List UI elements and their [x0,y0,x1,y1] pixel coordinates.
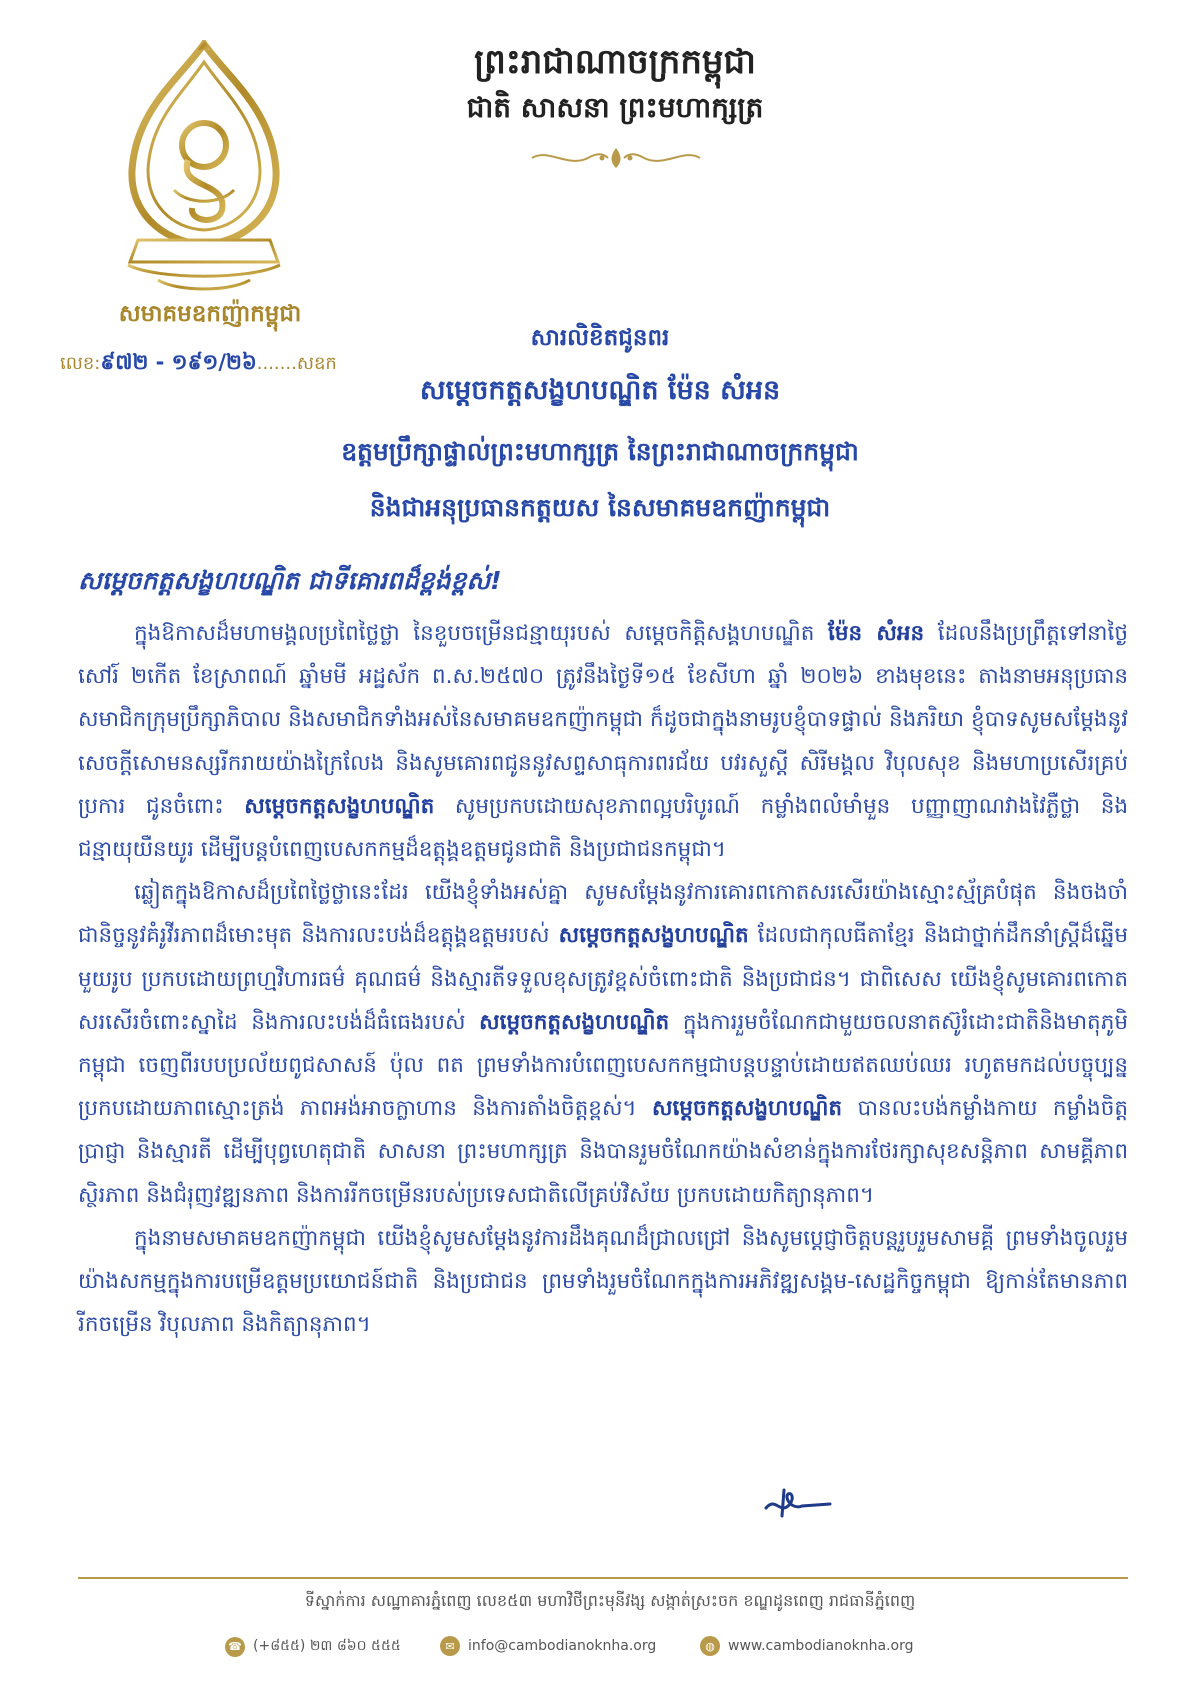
letter-title: សារលិខិតជូនពរ [530,325,670,351]
paragraph-text: ដែលជាកុលធីតាខ្មែរ និងជាថ្នាក់ដឹកនាំស្ត្រីដ៏ឆ្នើមមួយរូប ប្រកបដោយព្រហ្មវិហារធម៌ គុណធម៌ និងស្មារតីទទួលខុសត្រូវខ្ពស់ចំពោះជាតិ និងប្រជាជន។ ជាពិសេស យើងខ្ញុំសូមគោរពកោតសរសើរចំពោះស្នាដៃ និងការលះបង់ដ៏ធំធេងរបស់ [78,923,1128,1035]
paragraph-text: ក្នុងការរួមចំណែកជាមួយចលនាតស៊ូរំដោះជាតិនិងមាតុភូមិកម្ពុជា ចេញពីរបបប្រល័យពូជសាសន៍ ប៉ុល ពត ព្រមទាំងការបំពេញបេសកកម្មជាបន្តបន្ទាប់ដោយឥតឈប់ឈរ រហូតមកដល់បច្ចុប្បន្ន ប្រកបដោយភាពស្មោះត្រង់ ភាពអង់អាចក្លាហាន និងការតាំងចិត្តខ្ពស់។ [78,1009,1128,1122]
reference-prefix: លេខ: [60,353,101,374]
recipient-title-inline: សម្តេចកត្តសង្ខហបណ្ឌិត [479,1009,670,1035]
paragraph-1 [78,612,1128,871]
paragraph-text: ឆ្លៀតក្នុងឱកាសដ៏ប្រពៃថ្លៃថ្លានេះដែរ យើងខ្ញុំទាំងអស់គ្នា សូមសម្តែងនូវការគោរពកោតសរសើរយ៉ាងស្មោះស្ម័គ្របំផុត និងចងចាំជានិច្ចនូវគំរូវីរភាពដ៏មោះមុត និងការលះបង់ដ៏ឧត្តុង្គឧត្តមរបស់ [78,880,1128,949]
signature-mark [762,1486,832,1522]
kingdom-title: ព្រះរាជាណាចក្រកម្ពុជា [474,42,756,82]
paragraph-text: សូមប្រកបដោយសុខភាពល្អបរិបូរណ៍ កម្លាំងពលំមាំមួន បញ្ញាញាណវាងវៃភ្លឺថ្លា និងជន្មាយុយឺនយូរ ដើម្បីបន្តបំពេញបេសកកម្មដ៏ឧត្តុង្គឧត្តមជូនជាតិ និងប្រជាជនកម្ពុជា។ [78,793,1128,863]
email-address[interactable]: info@cambodianoknha.org [468,1638,657,1654]
footer-address: ទីស្នាក់ការ សណ្ឋាគារភ្នំពេញ លេខ៥៣ មហាវិថីព្រះមុនីវង្ស សង្កាត់ស្រះចក ខណ្ឌដូនពេញ រាជធានីភ្នំពេញ [304,1591,916,1610]
kingdom-motto: ជាតិ សាសនា ព្រះមហាក្សត្រ [466,91,764,124]
decorative-ornament-icon [528,146,704,170]
recipient-title-inline: សម្តេចកត្តសង្ខហបណ្ឌិត [652,1096,843,1122]
paragraph-text: ក្នុងឱកាសដ៏មហាមង្គលប្រពៃថ្លៃថ្លា នៃខួបចម្រើនជន្មាយុរបស់ សម្តេចកិត្តិសង្គហបណ្ឌិត [134,621,829,646]
paragraph-text: ដែលនឹងប្រព្រឹត្តទៅនាថ្ងៃសៅរ៍ ២កើត ខែស្រាពណ៍ ឆ្នាំមមី អដ្ឋស័ក ព.ស.២៥៧០ ត្រូវនឹងថ្ងៃទី១៥ ខែសីហា ឆ្នាំ ២០២៦ ខាងមុខនេះ តាងនាមអនុប្រធាន សមាជិកក្រុមប្រឹក្សាភិបាល និងសមាជិកទាំងអស់នៃសមាគមឧកញ៉ាកម្ពុជា ក៏ដូចជាក្នុងនាមរូបខ្ញុំបាទផ្ទាល់ និងភរិយា ខ្ញុំបាទសូមសម្តែងនូវសេចក្តីសោមនស្សរីករាយយ៉ាងក្រៃលែង និងសូមគោរពជូននូវសព្ទសាធុការពរជ័យ បវរសួស្តី សិរីមង្គល វិបុលសុខ និងមហាប្រសើរគ្រប់ប្រការ ជូនចំពោះ [78,621,1129,819]
contact-phone [225,1636,401,1657]
paragraph-text: ក្នុងនាមសមាគមឧកញ៉ាកម្ពុជា យើងខ្ញុំសូមសម្តែងនូវការដឹងគុណដ៏ជ្រាលជ្រៅ និងសូមប្តេជ្ញាចិត្តបន្តរួបរួមសាមគ្គី ព្រមទាំងចូលរួមយ៉ាងសកម្មក្នុងការបម្រើឧត្តមប្រយោជន៍ជាតិ និងប្រជាជន ព្រមទាំងរួមចំណែកក្នុងការអភិវឌ្ឍសង្គម-សេដ្ឋកិច្ចកម្ពុជា ឱ្យកាន់តែមានភាពរីកចម្រើន វិបុលភាព និងកិត្យានុភាព។ [78,1225,1128,1338]
paragraph-2 [78,871,1128,1217]
email-icon: ✉ [440,1636,460,1656]
recipient-title-inline: សម្តេចកត្តសង្ខហបណ្ឌិត [244,793,435,819]
globe-icon: ◍ [700,1636,720,1656]
kingdom-header [400,38,830,130]
reference-dots: ....... [256,353,297,374]
recipient-position-2: និងជាអនុប្រធានកត្តយស នៃសមាគមឧកញ៉ាកម្ពុជា [369,493,831,522]
association-name: សមាគមឧកញ៉ាកម្ពុជា [118,301,302,327]
recipient-name-inline: ម៉ែន សំអន [828,621,925,646]
recipient-name: សម្តេចកត្តសង្ខហបណ្ឌិត ម៉ែន សំអន [419,375,781,406]
association-emblem-icon [118,40,290,295]
letter-title-block [150,318,1050,536]
website-url[interactable]: www.cambodianoknha.org [728,1638,914,1654]
contact-email[interactable] [440,1636,656,1656]
paragraph-text: បានលះបង់កម្លាំងកាយ កម្លាំងចិត្ត ប្រាជ្ញា និងស្មារតី ដើម្បីបុព្វហេតុជាតិ សាសនា ព្រះមហាក្សត្រ និងបានរួមចំណែកយ៉ាងសំខាន់ក្នុងការថែរក្សាសុខសន្តិភាព សាមគ្គីភាព ស្ថិរភាព និងជំរុញវឌ្ឍនភាព និងការរីកចម្រើនរបស់ប្រទេសជាតិលើគ្រប់វិស័យ ប្រកបដោយកិត្យានុភាព។ [78,1096,1128,1208]
phone-number: (+៨៥៥) ២៣ ៨៦០ ៥៥៥ [253,1638,401,1654]
letter-body [78,612,1128,1346]
phone-icon: ☎ [225,1637,245,1657]
reference-value: ៩៧២ - ១៩១/២៦ [100,350,257,374]
recipient-position-1: ឧត្តមប្រឹក្សាផ្ទាល់ព្រះមហាក្សត្រ នៃព្រះរាជាណាចក្រកម្ពុជា [341,437,859,466]
recipient-title-inline: សម្តេចកត្តសង្ខហបណ្ឌិត [558,923,749,949]
footer-contacts [110,1636,1110,1666]
reference-suffix: សឧក [296,353,337,374]
contact-website[interactable] [700,1636,914,1656]
paragraph-3 [78,1217,1128,1347]
footer-divider [78,1577,1128,1579]
salutation: សម្តេចកត្តសង្ខហបណ្ឌិត ជាទីគោរពដ៏ខ្ពង់ខ្ពស់! [78,566,502,595]
